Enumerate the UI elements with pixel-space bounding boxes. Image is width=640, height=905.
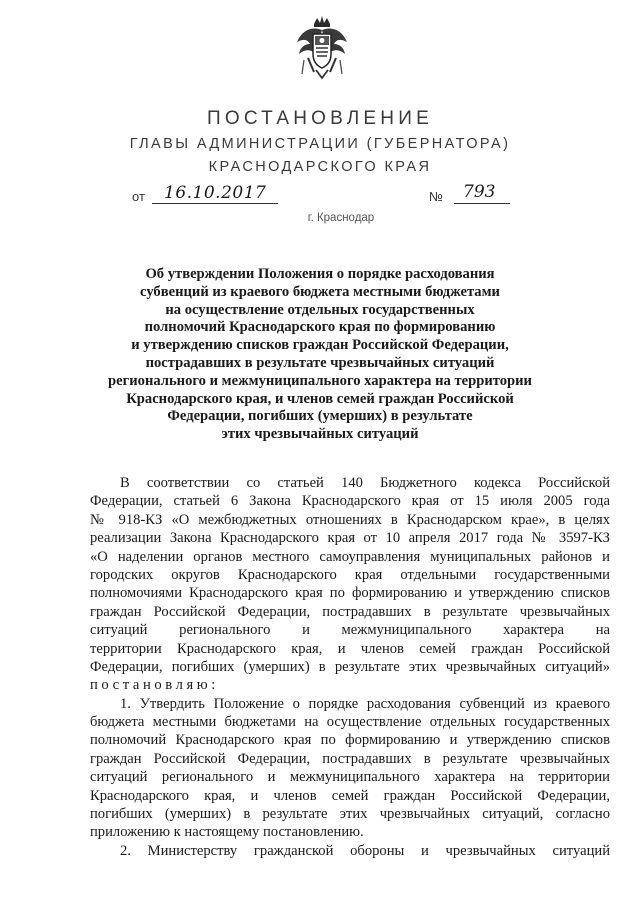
issuer-heading-line1: ГЛАВЫ АДМИНИСТРАЦИИ (ГУБЕРНАТОРА): [129, 136, 511, 152]
body-line: В соответствии со статьей 140 Бюджетного кодекса Российской: [120, 475, 610, 491]
body-line: полномочиями Краснодарского края по формированию и утверждению списков: [90, 585, 610, 602]
number-label: №: [429, 189, 443, 204]
body-line: территории Краснодарского края, и членов семей граждан Российской: [90, 640, 610, 657]
issuer-heading-line2: КРАСНОДАРСКОГО КРАЯ: [208, 159, 432, 175]
title-line: полномочий Краснодарского края по формированию: [144, 319, 496, 336]
body-line: «О наделении органов местного самоуправления муниципальных районов и: [90, 548, 610, 565]
body-line: Федерации, погибших (умерших) в результате этих чрезвычайных ситуаций»: [90, 658, 610, 675]
body-line: приложению к настоящему постановлению.: [90, 824, 364, 841]
body-line: погибших (умерших) в результате этих чрезвычайных ситуаций, согласно: [90, 806, 610, 823]
body-line: № 918-КЗ «О межбюджетных отношениях в Краснодарском крае», в целях: [90, 511, 610, 528]
title-line: субвенций из краевого бюджета местными бюджетами: [140, 283, 500, 300]
body-line: ситуаций регионального и межмуниципального характера на: [90, 622, 610, 639]
body-line: полномочий Краснодарского края по формированию и утверждению списков: [90, 732, 610, 749]
title-line: Об утверждении Положения о порядке расходования: [145, 266, 495, 282]
title-line: и утверждению списков граждан Российской Федерации,: [131, 337, 509, 354]
document-body: [90, 474, 610, 860]
body-line: граждан Российской Федерации, пострадавших в результате чрезвычайных: [90, 603, 610, 620]
date-value: 16.10.2017: [164, 183, 267, 203]
body-line: Федерации, статьей 6 Закона Краснодарского края от 15 июля 2005 года: [90, 493, 610, 510]
body-line: реализации Закона Краснодарского края от 10 апреля 2017 года № 3597-КЗ: [90, 530, 610, 547]
paragraph-1-line: 1. Утвердить Положение о порядке расходования субвенций из краевого: [120, 695, 610, 712]
title-line: на осуществление отдельных государственных: [165, 301, 475, 318]
title-line: пострадавших в результате чрезвычайных ситуаций: [145, 354, 495, 371]
title-line: Федерации, погибших (умерших) в результате: [167, 408, 473, 425]
date-underline: [152, 203, 278, 204]
body-line: городских округов Краснодарского края отдельными государственными: [90, 566, 610, 583]
number-value: 793: [463, 182, 496, 202]
body-line: Краснодарского края, и членов семей граждан Российской Федерации,: [90, 787, 610, 804]
document-title: [90, 266, 550, 444]
title-line: этих чрезвычайных ситуаций: [221, 426, 419, 443]
date-label: от: [132, 189, 145, 204]
document-type-heading: ПОСТАНОВЛЕНИЕ: [207, 108, 433, 129]
number-underline: [454, 203, 510, 204]
resolution-word: постановляю:: [90, 677, 219, 694]
body-line: ситуаций регионального и межмуниципального характера на территории: [90, 769, 610, 786]
coat-of-arms-emblem: [294, 14, 350, 80]
body-line: граждан Российской Федерации, пострадавших в результате чрезвычайных: [90, 750, 610, 767]
city-label: г. Краснодар: [307, 212, 375, 224]
title-line: регионального и межмуниципального характера на территории: [108, 372, 532, 389]
paragraph-2-line: 2. Министерству гражданской обороны и чрезвычайных ситуаций: [120, 842, 610, 859]
body-line: бюджета местными бюджетами на осуществление отдельных государственных: [90, 714, 610, 731]
title-line: Краснодарского края, и членов семей граждан Российской: [126, 390, 514, 407]
